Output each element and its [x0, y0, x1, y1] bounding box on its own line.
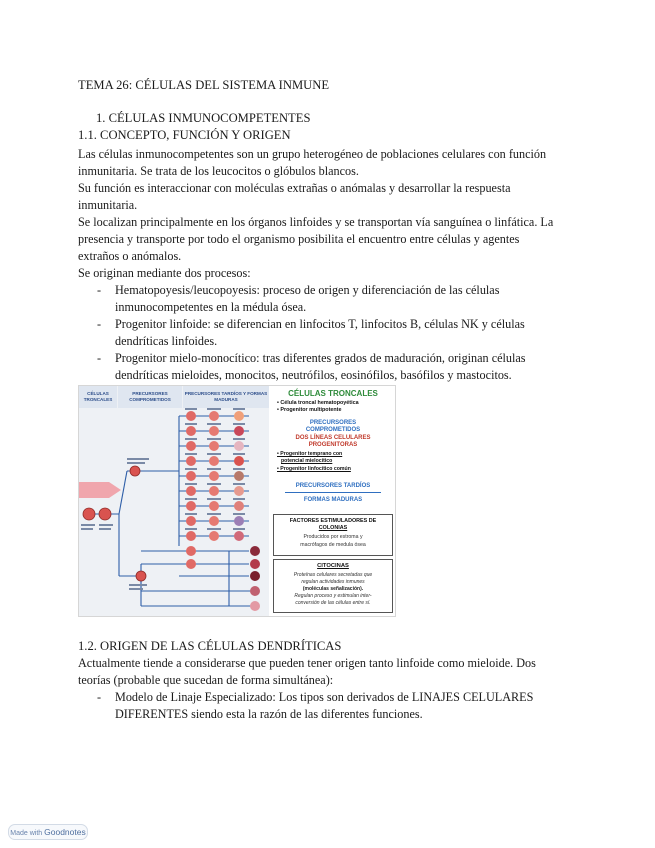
late-precursor-cell	[186, 559, 196, 569]
mature-cell	[234, 456, 244, 466]
paragraph-line: presencia y transporte por todo el organismo posibilita el encuentro entre células y agentes	[78, 232, 520, 246]
precursor-cell	[209, 501, 219, 511]
figure-legend	[271, 386, 395, 616]
box-text: Regulan proceso y estimulan inter-	[294, 593, 372, 599]
myeloid-progenitor-cell	[130, 466, 140, 476]
stem-cell	[83, 508, 95, 520]
legend-item: • Progenitor temprano con	[277, 451, 343, 457]
mature-cell	[250, 586, 260, 596]
legend-item: • Progenitor multipotente	[277, 407, 342, 413]
late-precursor-cell	[186, 531, 196, 541]
precursor-cell	[209, 486, 219, 496]
made-with-label: Made with	[10, 830, 43, 837]
box-heading: CITOCINAS	[317, 563, 349, 569]
box-heading: FACTORES ESTIMULADORES DE	[289, 518, 377, 524]
paragraph-line: teorías (probable que sucedan de forma simultánea):	[78, 673, 334, 687]
precursor-cell	[209, 441, 219, 451]
lineage-diagram	[79, 386, 269, 616]
late-precursor-cell	[186, 441, 196, 451]
box-text: conversión de las células entre sí.	[295, 600, 371, 606]
cytokine-box	[273, 559, 393, 613]
bullet-text: Hematopoyesis/leucopoyesis: proceso de origen y diferenciación de las células	[115, 283, 500, 297]
bullet-text: DIFERENTES siendo esta la razón de las diferentes funciones.	[115, 707, 423, 721]
legend-heading: PRECURSORES TARDÍOS	[295, 483, 371, 489]
precursor-cell	[209, 411, 219, 421]
late-precursor-cell	[186, 456, 196, 466]
legend-heading: FORMAS MADURAS	[303, 497, 363, 503]
paragraph-line: extraños o anómalos.	[78, 249, 182, 263]
late-precursor-cell	[186, 546, 196, 556]
column-header: PRECURSORES TARDÍOS Y FORMAS MADURAS	[183, 386, 269, 408]
legend-heading: PROGENITORAS	[308, 442, 358, 448]
box-text: (moléculas señalización).	[302, 586, 364, 592]
late-precursor-cell	[186, 411, 196, 421]
box-text: Producidos por estroma y	[303, 534, 363, 540]
mature-cell	[250, 571, 260, 581]
paragraph-line: inmunitaria. Se trata de los leucocitos o glóbulos blancos.	[78, 164, 359, 178]
multipotent-cell	[99, 508, 111, 520]
legend-heading: CÉLULAS TRONCALES	[288, 389, 378, 398]
bullet-text: inmunocompetentes en la médula ósea.	[115, 300, 307, 314]
legend-item: • Progenitor linfocítico común	[277, 466, 351, 472]
mature-cell	[234, 486, 244, 496]
bullet-marker: -	[97, 690, 102, 704]
mature-cell	[250, 546, 260, 556]
bullet-text: dendríticas mieloides, monocitos, neutrófilos, eosinófilos, basófilos y mastocitos.	[115, 368, 512, 382]
precursor-cell	[209, 471, 219, 481]
box-text: regulan actividades inmunes	[301, 579, 365, 585]
column-header: PRECURSORES COMPROMETIDOS	[118, 386, 182, 408]
mature-cell	[250, 601, 260, 611]
page-title: TEMA 26: CÉLULAS DEL SISTEMA INMUNE	[78, 78, 330, 92]
late-precursor-cell	[186, 471, 196, 481]
late-precursor-cell	[186, 426, 196, 436]
bullet-marker: -	[97, 283, 102, 297]
mature-cell	[234, 426, 244, 436]
paragraph-line: Se localizan principalmente en los órganos linfoides y se transportan vía sanguínea o linfática. La	[78, 215, 554, 229]
bullet-marker: -	[97, 351, 102, 365]
paragraph-line: inmunitaria.	[78, 198, 138, 212]
paragraph-line: Las células inmunocompetentes son un grupo heterogéneo de poblaciones celulares con función	[78, 147, 547, 161]
goodnotes-badge	[8, 824, 88, 840]
paragraph-line: Su función es interaccionar con moléculas extrañas o anómalas y desarrollar la respuesta	[78, 181, 511, 195]
tiny-labels	[81, 408, 245, 590]
bullet-text: dendríticas linfoides.	[115, 334, 218, 348]
paragraph-line: Se originan mediante dos procesos:	[78, 266, 251, 280]
late-precursor-cell	[186, 501, 196, 511]
subsection-heading: 1.2. ORIGEN DE LAS CÉLULAS DENDRÍTICAS	[78, 639, 342, 653]
precursor-cell	[209, 516, 219, 526]
mature-cell	[250, 559, 260, 569]
cell-group	[83, 411, 260, 611]
lymphoid-progenitor-cell	[136, 571, 146, 581]
precursor-cell	[209, 456, 219, 466]
paragraph-line: Actualmente tiende a considerarse que pueden tener origen tanto linfoide como mieloide. Dos	[78, 656, 536, 670]
pink-arrow	[79, 482, 121, 498]
goodnotes-brand: Goodnotes	[44, 827, 86, 837]
csf-box	[273, 514, 393, 556]
mature-cell	[234, 441, 244, 451]
box-heading: COLONIAS	[318, 525, 348, 531]
mature-cell	[234, 471, 244, 481]
bullet-text: Modelo de Linaje Especializado: Los tipos son derivados de LINAJES CELULARES	[115, 690, 534, 704]
mature-cell	[234, 531, 244, 541]
legend-heading: DOS LÍNEAS CELULARES	[295, 435, 371, 441]
subsection-heading: 1.1. CONCEPTO, FUNCIÓN Y ORIGEN	[78, 128, 291, 142]
precursor-cell	[209, 531, 219, 541]
precursor-cell	[209, 426, 219, 436]
bullet-marker: -	[97, 317, 102, 331]
section-heading: 1. CÉLULAS INMUNOCOMPETENTES	[96, 111, 311, 125]
column-header: CÉLULAS TRONCALES	[79, 386, 117, 408]
hematopoiesis-figure	[78, 385, 396, 617]
lineage-tree	[79, 386, 269, 616]
box-text: macrófagos de medula ósea	[300, 542, 366, 548]
mature-cell	[234, 516, 244, 526]
late-precursor-cell	[186, 486, 196, 496]
legend-item: • Célula troncal hematopoyética	[277, 400, 359, 406]
bullet-text: Progenitor mielo-monocítico: tras diferentes grados de maduración, originan células	[115, 351, 526, 365]
late-precursor-cell	[186, 516, 196, 526]
legend-divider	[285, 492, 381, 493]
box-text: Proteínas celulares secretadas que	[293, 572, 373, 578]
legend-item: potencial mielocítico	[281, 458, 333, 464]
mature-cell	[234, 411, 244, 421]
legend-heading: COMPROMETIDOS	[305, 427, 361, 433]
mature-cell	[234, 501, 244, 511]
legend-heading: PRECURSORES	[309, 420, 357, 426]
bullet-text: Progenitor linfoide: se diferencian en linfocitos T, linfocitos B, células NK y células	[115, 317, 525, 331]
